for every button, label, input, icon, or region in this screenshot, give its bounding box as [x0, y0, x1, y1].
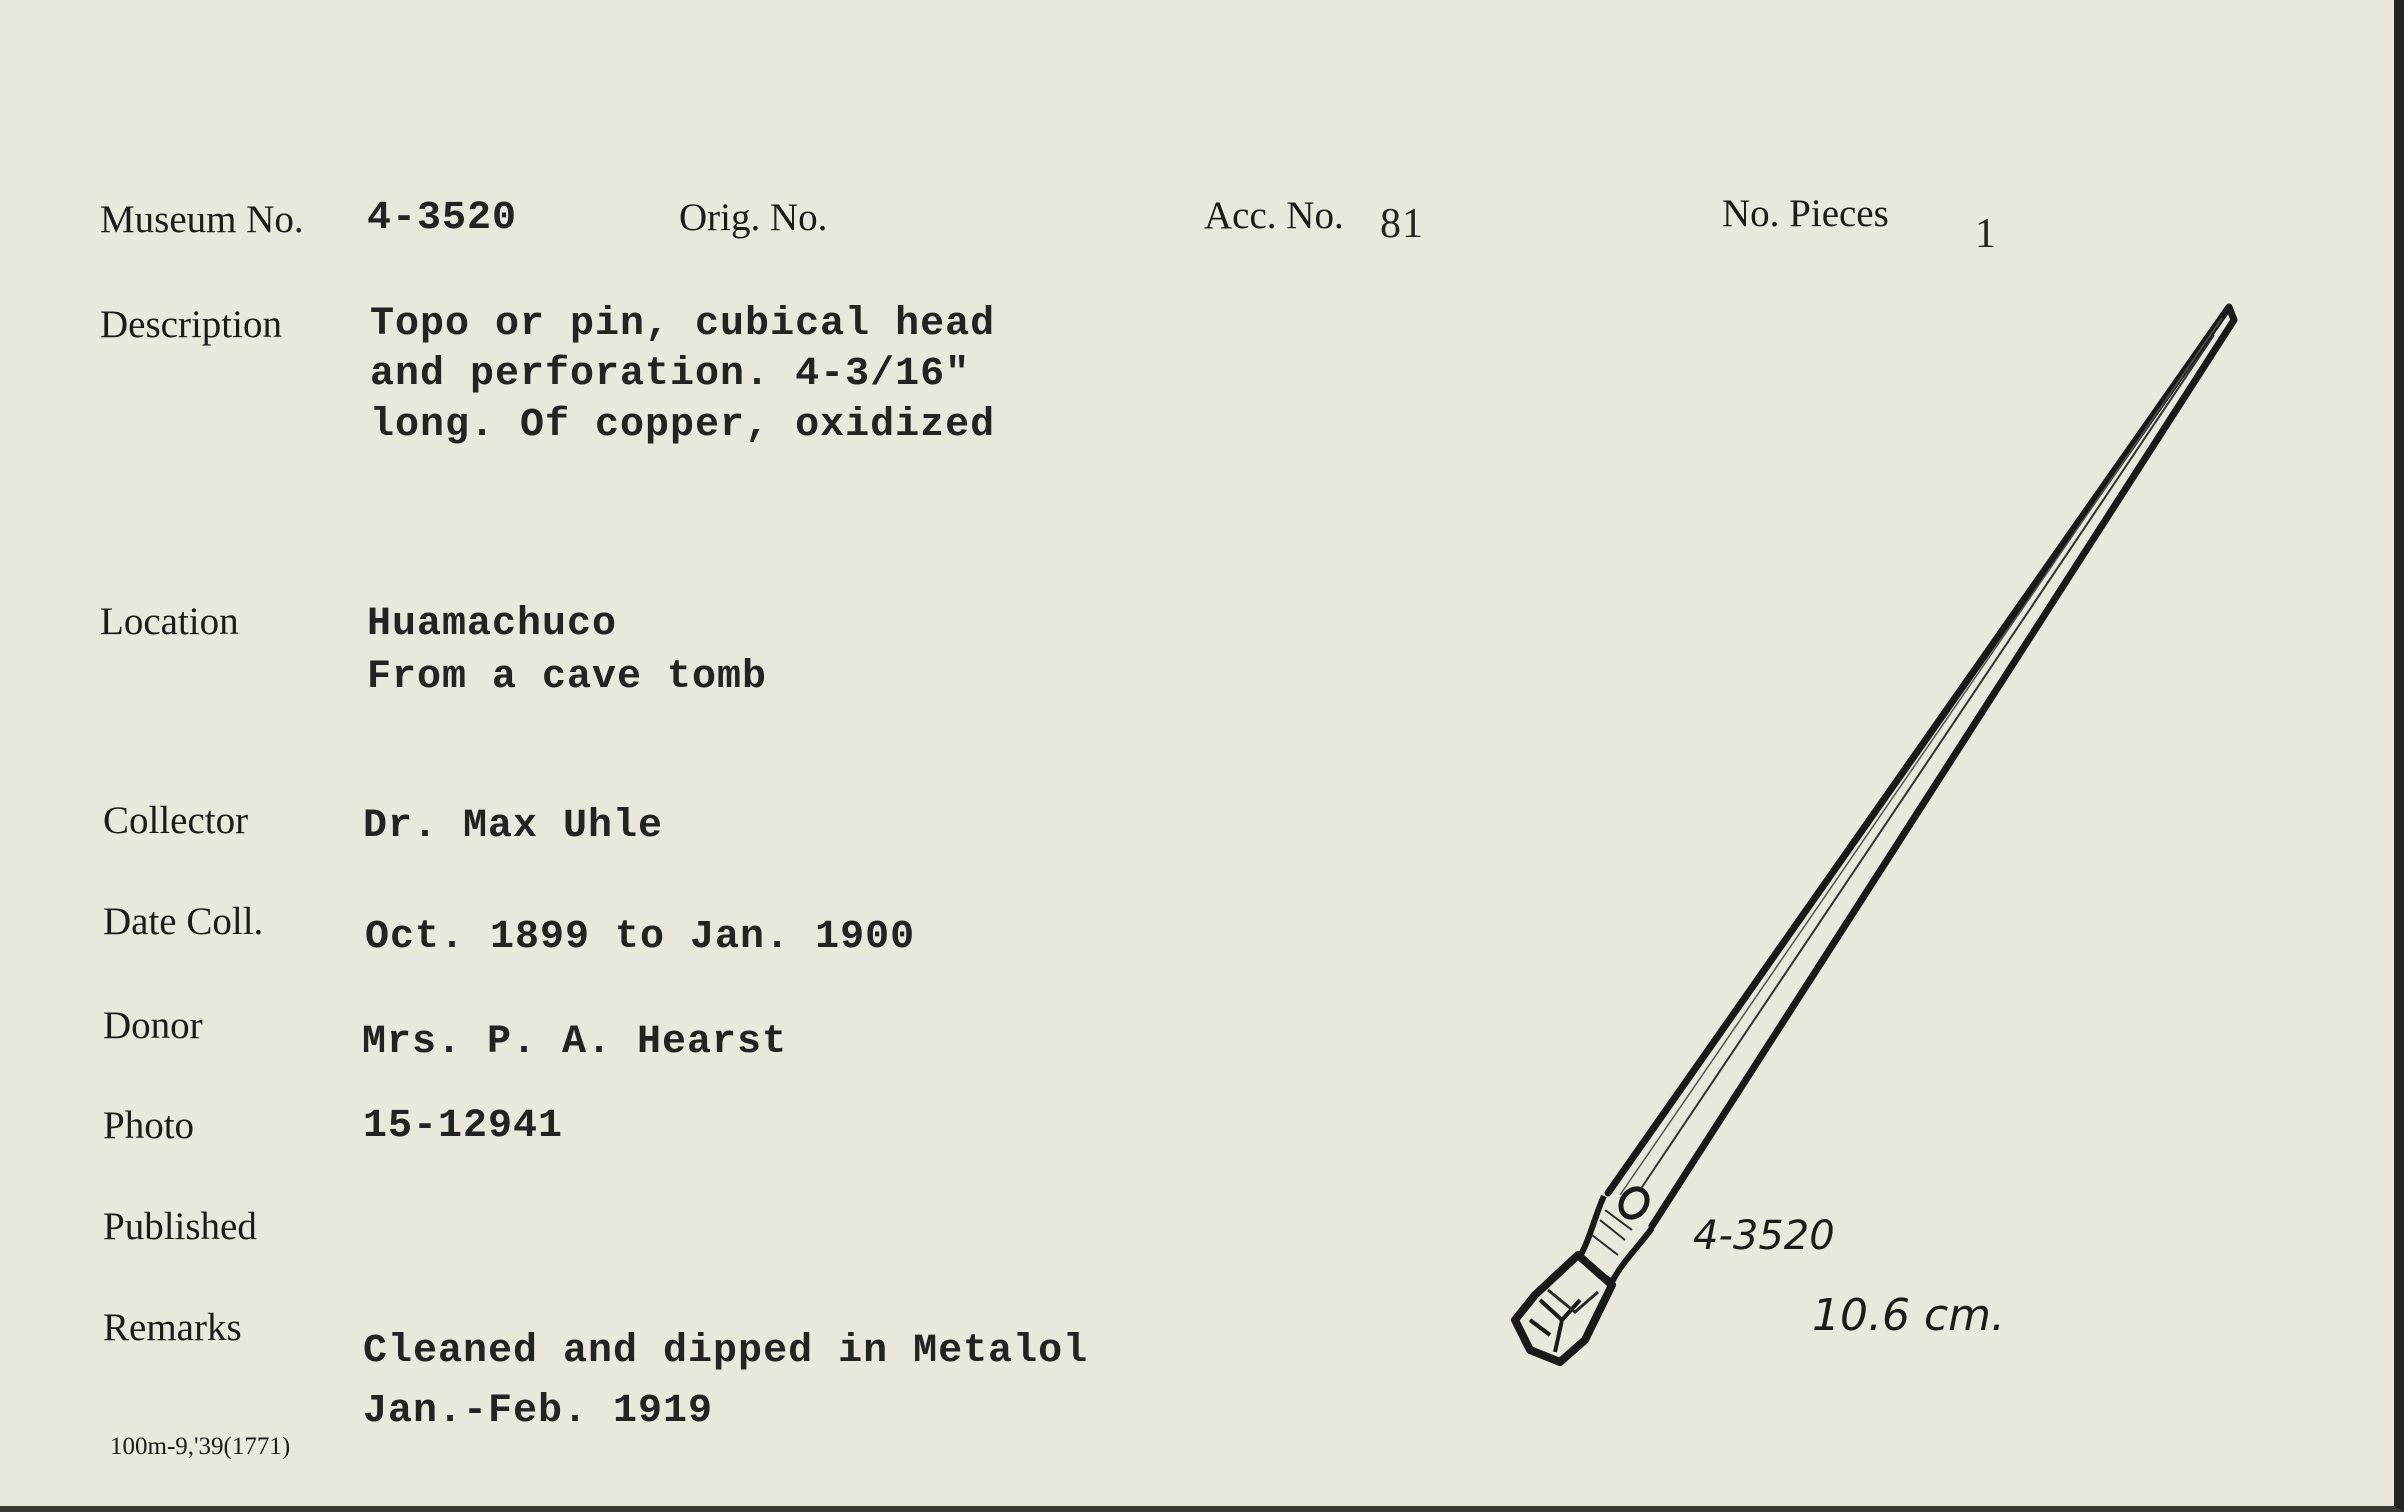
acc-no-label: Acc. No.: [1204, 194, 1344, 237]
photo-label: Photo: [103, 1104, 195, 1147]
remarks-line: Cleaned and dipped in Metalol: [363, 1329, 1089, 1374]
pin-head: [1515, 1255, 1612, 1362]
location-label: Location: [100, 600, 239, 643]
remarks-line: Jan.-Feb. 1919: [363, 1389, 714, 1434]
museum-no-label: Museum No.: [100, 198, 304, 241]
collector-label: Collector: [103, 799, 249, 842]
print-code: 100m-9,'39(1771): [110, 1433, 291, 1460]
donor-value: Mrs. P. A. Hearst: [362, 1020, 788, 1065]
description-line: long. Of copper, oxidized: [370, 402, 996, 448]
sketch-number-note: 4-3520: [1693, 1213, 1835, 1259]
no-pieces-value: 1: [1975, 211, 1997, 257]
location-line: Huamachuco: [367, 602, 618, 647]
pin-perforation: [1616, 1184, 1653, 1222]
sketch-length-note: 10.6 cm.: [1812, 1290, 2005, 1341]
no-pieces-label: No. Pieces: [1722, 192, 1889, 235]
remarks-label: Remarks: [103, 1306, 242, 1349]
orig-no-label: Orig. No.: [679, 196, 828, 239]
date-coll-label: Date Coll.: [103, 900, 264, 943]
donor-label: Donor: [103, 1004, 203, 1047]
description-line: Topo or pin, cubical head: [370, 302, 996, 347]
published-label: Published: [103, 1205, 257, 1248]
photo-value: 15-12941: [363, 1104, 564, 1149]
location-line: From a cave tomb: [367, 655, 768, 701]
collector-value: Dr. Max Uhle: [363, 804, 664, 849]
pin-shaft-highlight-2: [1620, 318, 2222, 1195]
pin-shaft-highlight: [1640, 335, 2214, 1190]
acc-no-value: 81: [1380, 201, 1424, 247]
description-label: Description: [100, 303, 282, 346]
description-line: and perforation. 4-3/16": [370, 352, 971, 398]
museum-no-value: 4-3520: [367, 196, 518, 241]
date-coll-value: Oct. 1899 to Jan. 1900: [365, 915, 916, 960]
